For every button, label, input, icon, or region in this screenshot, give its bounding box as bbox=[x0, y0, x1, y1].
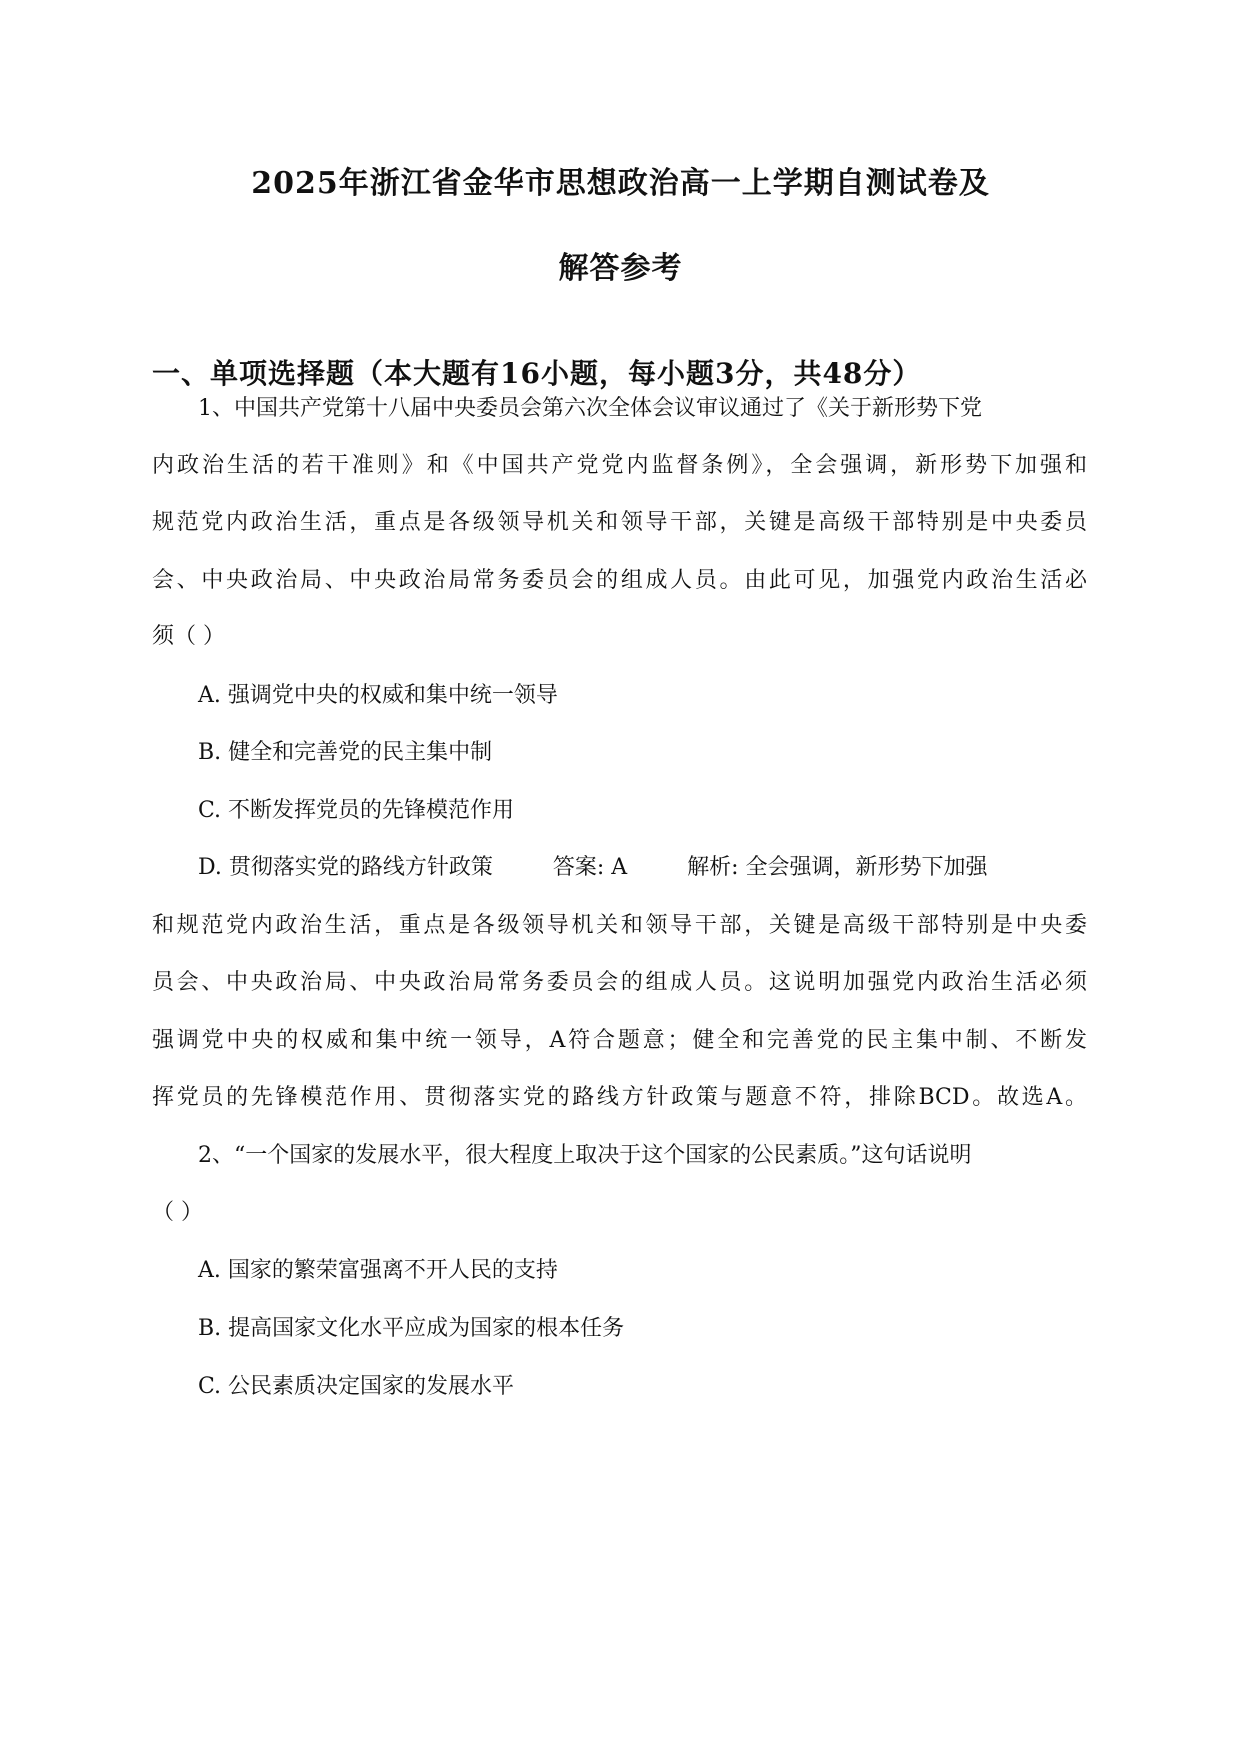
q1-stem-line-1: 1、中国共产党第十八届中央委员会第六次全体会议审议通过了《关于新形势下党 bbox=[198, 396, 982, 421]
q1-analysis-head: 解析: 全会强调，新形势下加强 bbox=[687, 855, 988, 880]
q2-stem-line-2: （ ） bbox=[152, 1200, 203, 1225]
q1-stem-line-3: 规范党内政治生活，重点是各级领导机关和领导干部，关键是高级干部特别是中央委员 bbox=[152, 510, 1087, 535]
section-heading: 一、单项选择题（本大题有16小题，每小题3分，共48分） bbox=[152, 357, 922, 390]
q1-answer: 答案: A bbox=[552, 855, 628, 880]
q1-option-c: C. 不断发挥党员的先锋模范作用 bbox=[198, 798, 515, 823]
q1-option-d-row bbox=[198, 853, 988, 883]
q2-option-a: A. 国家的繁荣富强离不开人民的支持 bbox=[198, 1258, 558, 1283]
q1-analysis-line-1: 和规范党内政治生活，重点是各级领导机关和领导干部，关键是高级干部特别是中央委 bbox=[152, 913, 1087, 938]
q1-stem-line-4: 会、中央政治局、中央政治局常务委员会的组成人员。由此可见，加强党内政治生活必 bbox=[152, 568, 1087, 593]
q1-option-d: D. 贯彻落实党的路线方针政策 bbox=[198, 855, 493, 880]
q1-option-a: A. 强调党中央的权威和集中统一领导 bbox=[198, 683, 558, 708]
q2-option-b: B. 提高国家文化水平应成为国家的根本任务 bbox=[198, 1316, 625, 1341]
document-title-line-1: 2025年浙江省金华市思想政治高一上学期自测试卷及 bbox=[251, 166, 990, 201]
q2-stem-line-1: 2、“一个国家的发展水平，很大程度上取决于这个国家的公民素质。”这句话说明 bbox=[198, 1143, 972, 1168]
q1-stem-line-2: 内政治生活的若干准则》和《中国共产党党内监督条例》，全会强调，新形势下加强和 bbox=[152, 453, 1087, 478]
q1-analysis-line-3: 强调党中央的权威和集中统一领导，A符合题意；健全和完善党的民主集中制、不断发 bbox=[152, 1028, 1087, 1053]
q1-stem-line-5: 须（ ） bbox=[152, 624, 225, 649]
document-title-line-2: 解答参考 bbox=[558, 251, 683, 286]
q1-option-b: B. 健全和完善党的民主集中制 bbox=[198, 740, 493, 765]
q1-analysis-line-4: 挥党员的先锋模范作用、贯彻落实党的路线方针政策与题意不符，排除BCD。故选A。 bbox=[152, 1085, 1087, 1110]
q1-analysis-line-2: 员会、中央政治局、中央政治局常务委员会的组成人员。这说明加强党内政治生活必须 bbox=[152, 970, 1087, 995]
q2-option-c: C. 公民素质决定国家的发展水平 bbox=[198, 1374, 515, 1399]
